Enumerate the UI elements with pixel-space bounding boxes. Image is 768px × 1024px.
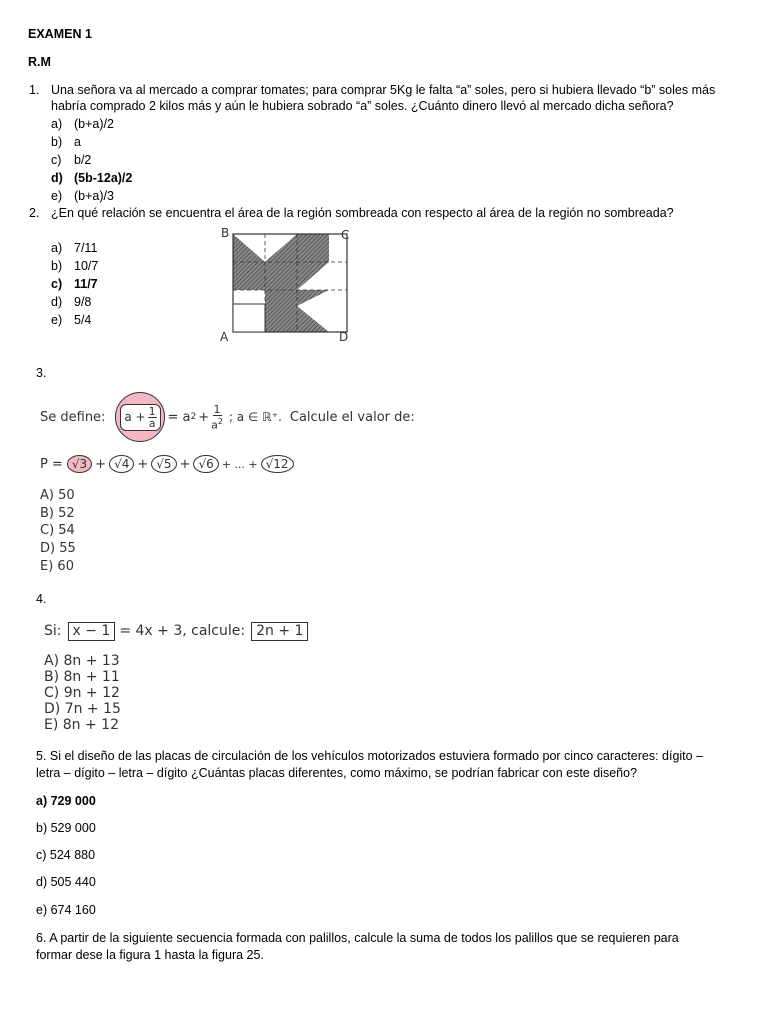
vertex-label-b: B (221, 226, 230, 240)
operator-box-1: x − 1 (68, 622, 116, 641)
option-label: e) (51, 313, 63, 327)
question-text-line2: formar dese la figura 1 hasta la figura 25. (36, 948, 264, 962)
option: A) 50 (40, 488, 75, 503)
option: c) 524 880 (36, 848, 96, 862)
option-text: a (74, 135, 81, 149)
option-text: 5/4 (74, 313, 92, 327)
term-circle: √5 (151, 455, 176, 473)
fraction-denominator: a (148, 416, 156, 430)
option: D) 55 (40, 541, 76, 556)
fraction (148, 406, 157, 429)
option-label-correct: d) (51, 171, 63, 185)
instruction: Calcule el valor de: (289, 409, 415, 425)
option-label: b) (51, 135, 63, 149)
option-text-correct: 11/7 (74, 277, 98, 291)
fraction-2 (211, 404, 223, 431)
p-label: P = (40, 456, 63, 472)
option: d) 505 440 (36, 875, 96, 889)
question-text-line1: 5. Si el diseño de las placas de circulación de los vehículos motorizados estuviera formado por cinco caracteres: dígito – (36, 749, 704, 763)
term-circle: √6 (193, 455, 218, 473)
equation-text: = 4x + 3, calcule: (119, 623, 246, 639)
term-circle: √4 (109, 455, 134, 473)
option: e) 674 160 (36, 903, 96, 917)
option-text: b/2 (74, 153, 92, 167)
p-expression: P = √3 + √4 + √5 + √6 + ... + √12 (40, 450, 294, 478)
exponent: 2 (190, 412, 197, 422)
fraction-2-denominator: a (211, 418, 218, 432)
highlight-circle (115, 392, 165, 442)
fraction-2-numerator: 1 (213, 402, 221, 416)
option: D) 7n + 15 (44, 701, 121, 717)
question-number: 2. (29, 206, 40, 220)
option-label: c) (51, 153, 62, 167)
shaded-square-left (233, 262, 265, 290)
option: B) 52 (40, 506, 75, 521)
question-number: 4. (36, 592, 47, 606)
option-text: (b+a)/2 (74, 117, 114, 131)
option-label: e) (51, 189, 63, 203)
option-text: 9/8 (74, 295, 92, 309)
operator-box-2: 2n + 1 (251, 622, 308, 641)
option-text: 10/7 (74, 259, 99, 273)
option-label: d) (51, 295, 63, 309)
define-label: Se define: (40, 409, 106, 425)
option-label: a) (51, 241, 63, 255)
fraction-numerator: 1 (148, 404, 156, 418)
option-label-correct: c) (51, 277, 63, 291)
question-number: 3. (36, 366, 47, 380)
question-text-line1: Una señora va al mercado a comprar tomates; para comprar 5Kg le falta “a” soles, pero si hubiera llevado “b” soles más (51, 83, 716, 97)
term-circle: √12 (261, 455, 294, 473)
option: E) 60 (40, 559, 74, 574)
term-circle: √3 (67, 455, 92, 473)
vertex-label-a: A (220, 330, 229, 344)
section-label: R.M (28, 55, 51, 69)
operator-box (120, 404, 160, 431)
option-label: a) (51, 117, 63, 131)
option: C) 54 (40, 523, 75, 538)
lhs-a: a + (124, 409, 146, 424)
domain: ; a ∈ ℝ⁺. (228, 410, 282, 424)
question-text-line2: letra – dígito – letra – dígito ¿Cuántas placas diferentes, como máximo, se podrían fabricar con este diseño? (36, 766, 638, 780)
question-text: ¿En qué relación se encuentra el área de la región sombreada con respecto al área de la región no sombreada? (51, 206, 674, 220)
ellipsis: + ... + (221, 457, 258, 471)
option: E) 8n + 12 (44, 717, 119, 733)
option-label: b) (51, 259, 63, 273)
question-number: 1. (29, 83, 40, 97)
definition-line (44, 620, 308, 642)
vertex-label-c: C (341, 228, 350, 242)
option: A) 8n + 13 (44, 653, 120, 669)
question-text-line1: 6. A partir de la siguiente secuencia formada con palillos, calcule la suma de todos los palillos que se requieren para (36, 931, 679, 945)
option-text: 7/11 (74, 241, 98, 255)
plus-sign: + (198, 409, 210, 425)
option-correct: a) 729 000 (36, 794, 96, 808)
question-text-line2: habría comprado 2 kilos más y aún le hubiera sobrado “a” soles. ¿Cuánto dinero llevó al mercado dicha señora? (51, 99, 674, 113)
vertex-label-d: D (339, 330, 349, 344)
definition-line (40, 392, 415, 442)
option-text: (b+a)/3 (74, 189, 114, 203)
equals-a: = a (167, 409, 191, 425)
si-label: Si: (44, 623, 62, 639)
option-text-correct: (5b-12a)/2 (74, 171, 133, 185)
option: B) 8n + 11 (44, 669, 120, 685)
shaded-region-figure (215, 224, 355, 346)
option: b) 529 000 (36, 821, 96, 835)
exam-title: EXAMEN 1 (28, 27, 92, 41)
fraction-2-exponent: 2 (217, 416, 223, 426)
option: C) 9n + 12 (44, 685, 120, 701)
